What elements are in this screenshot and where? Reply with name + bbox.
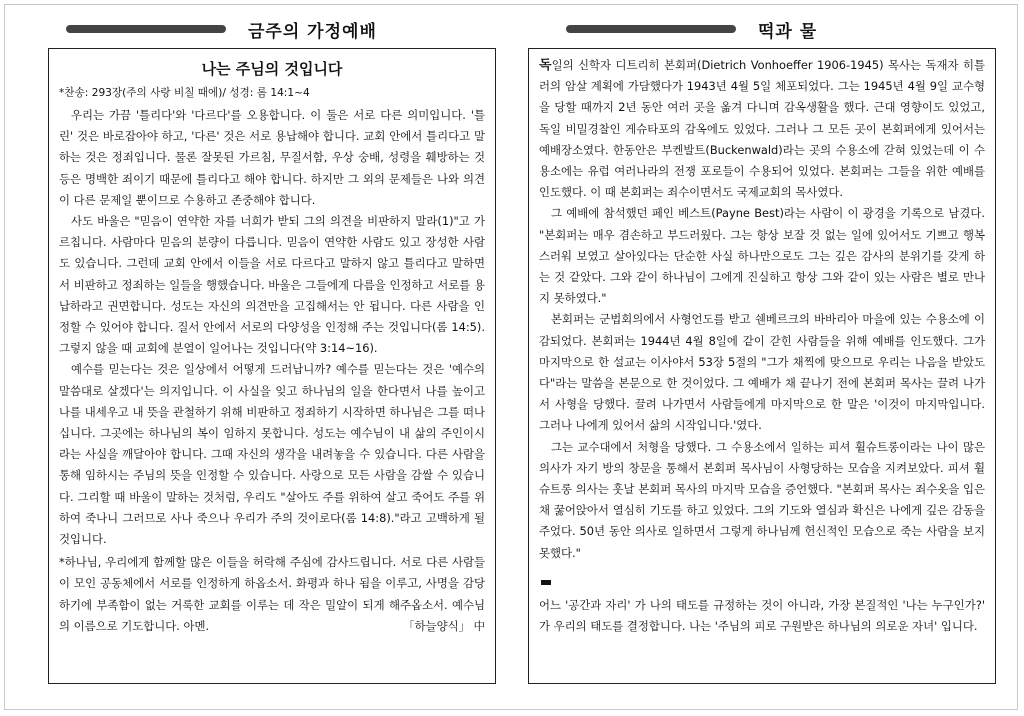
left-column-header bbox=[66, 14, 486, 44]
header-bar bbox=[66, 25, 226, 33]
hymn-scripture-line: *찬송: 293장(주의 사랑 비칠 때에)/ 성경: 롬 14:1~4 bbox=[59, 87, 310, 99]
prayer-paragraph bbox=[59, 552, 485, 637]
section-separator bbox=[541, 580, 551, 585]
right-column-header bbox=[566, 14, 986, 44]
story-paragraph: 그는 교수대에서 처형을 당했다. 그 수용소에서 일하는 피셔 휠슈트롱이라는 나이 많은 의사가 자기 방의 창문을 통해서 본회퍼 목사님이 사형당하는 모습을 지켜보았다. 피셔 휠슈트롱 의사는 훗날 본회퍼 목사의 마지막 모습을 증언했다. "본회퍼 목사는 죄수옷을 입은 채 꿇어앉아서 열심히 기도를 하고 있었다. 그의 기도와 열심과 확신은 나에게 깊은 감동을 주었다. 50년 동안 의사로 일하면서 그렇게 하나님께 헌신적인 모습으로 죽는 사람을 보지 못했다." bbox=[539, 439, 985, 560]
sermon-title: 나는 주님의 것입니다 bbox=[201, 60, 343, 78]
story-text: 일의 신학자 디트리히 본회퍼(Dietrich Vonhoeffer 1906-1945) 목사는 독재자 히틀러의 암살 계획에 가담했다가 1943년 4월 5일 체포되었다. 그는 1945년 4월 9일 교수형을 당할 때까지 2년 동안 여러 곳을 옮겨 다니며 감옥생활을 했다. 근대 영향이도 있었고, 독일 비밀경찰인 게슈타포의 감옥에도 있었다. 그러나 그 모든 곳이 본회퍼에게 있어서는 예배장소였다. 한동안은 부켄발트(Buckenwald)라는 곳의 수용소에 갇혀 있었는데 이 수용소에는 유럽 여러나라의 전쟁 포로들이 수용되어 있었다. 본회퍼는 그들을 위한 예배를 인도했다. 이 때 본회퍼는 죄수이면서도 국제교회의 목사였다. bbox=[539, 58, 985, 200]
drop-cap: 독 bbox=[539, 58, 552, 73]
sermon-paragraph: 우리는 가끔 '틀리다'와 '다르다'를 오용합니다. 이 둘은 서로 다른 의미입니다. '틀린' 것은 바로잡아야 하고, '다른' 것은 서로 용납해야 합니다. 교회 안에서 틀리다고 말하는 것은 정죄입니다. 물론 잘못된 가르침, 무질서함, 우상 숭배, 성령을 훼방하는 것 등은 명백한 죄이기 때문에 틀리다고 해야 합니다. 하지만 그 외의 문제들은 나와 의견이 다른 문제일 뿐이므로 수용하고 존중해야 합니다. bbox=[59, 108, 485, 207]
right-header-title: 떡과 물 bbox=[758, 21, 818, 42]
story-paragraph bbox=[539, 55, 985, 203]
header-bar bbox=[566, 25, 736, 33]
sermon-paragraph: 사도 바울은 "믿음이 연약한 자를 너희가 받되 그의 의견을 비판하지 말라(1)"고 가르칩니다. 사람마다 믿음의 분량이 다릅니다. 믿음이 연약한 사람도 있고 장성한 사람도 있습니다. 그런데 교회 안에서 이들을 서로 다르다고 말하지 않고 틀리다고 말하면서 비판하고 정죄하는 일들을 행했습니다. 바울은 그들에게 다름을 인정하고 서로를 용납하라고 권면합니다. 성도는 자신의 의견만을 고집해서는 안 됩니다. 다른 사람을 인정할 수 있어야 합니다. 질서 안에서 서로의 다양성을 인정해 주는 것입니다(롬 14:5). 그렇지 않을 때 교회에 분열이 일어나는 것입니다(약 3:14~16). bbox=[59, 214, 485, 356]
story-paragraph: 본회퍼는 군법회의에서 사형언도를 받고 쉔베르크의 바바리아 마을에 있는 수용소에 이감되었다. 본회퍼는 1944년 4월 8일에 같이 갇힌 사람들을 위해 예배를 인도했다. 그가 마지막으로 한 설교는 이사야서 53장 5절의 "그가 채찍에 맞으므로 우리는 나음을 받았도다"라는 말씀을 본문으로 한 것이었다. 그 예배가 채 끝나기 전에 본회퍼 목사는 끌려 나가서 사형을 당했다. 끌려 나가면서 사람들에게 마지막으로 한 말은 '이것이 마지막입니다. 그러나 나에게 있어서 삶의 시작입니다.'였다. bbox=[539, 312, 985, 433]
closing-paragraph: 어느 '공간과 자리' 가 나의 태도를 규정하는 것이 아니라, 가장 본질적인 '나는 누구인가?' 가 우리의 태도를 결정합니다. 나는 '주님의 피로 구원받은 하나님의 의로운 자녀' 입니다. bbox=[539, 597, 985, 634]
source-credit: 「하늘양식」 中 bbox=[403, 618, 485, 633]
family-worship-box bbox=[48, 48, 496, 684]
closing-block bbox=[539, 595, 985, 637]
story-paragraph: 그 예배에 참석했던 페인 베스트(Payne Best)라는 사람이 이 광경을 기록으로 남겼다. "본회퍼는 매우 겸손하고 부드러웠다. 그는 항상 보잘 것 없는 일에 있어서도 기쁘고 행복스러워 보였고 살아있다는 단순한 사실 하나만으로도 그는 깊은 감사의 분위기를 갖게 하는 것 같았다. 그와 같이 하나님이 그에게 진실하고 항상 그와 같이 있는 사람은 별로 만나지 못하였다." bbox=[539, 206, 985, 306]
prayer-text: *하나님, 우리에게 함께할 많은 이들을 허락해 주심에 감사드립니다. 서로 다른 사람들이 모인 공동체에서 서로를 인정하게 하옵소서. 화평과 하나 됨을 이루고, 사명을 감당하기에 부족함이 없는 거룩한 교회를 이루는 데 작은 밀알이 되게 해주옵소서. 예수님의 이름으로 기도합니다. 아멘. bbox=[59, 555, 485, 633]
bread-and-water-box bbox=[528, 48, 996, 684]
sermon-paragraph: 예수를 믿는다는 것은 일상에서 어떻게 드러납니까? 예수를 믿는다는 것은 '예수의 말씀대로 살겠다'는 의지입니다. 이 사실을 잊고 하나님의 일을 한다면서 나를 높이고 나를 내세우고 내 뜻을 관철하기 위해 비판하고 정죄하기 시작하면 하나님은 그를 떠나십니다. 그곳에는 하나님의 복이 임하지 못합니다. 성도는 예수님이 내 삶의 주인이시라는 사실을 깨달아야 합니다. 그때 자신의 생각을 내려놓을 수 있습니다. 다른 사람을 통해 임하시는 주님의 뜻을 인정할 수 있습니다. 사랑으로 모든 사람을 감쌀 수 있습니다. 그리할 때 바울이 말하는 것처럼, 우리도 "살아도 주를 위하여 살고 죽어도 주를 위하여 죽나니 그러므로 사나 죽으나 우리가 주의 것이로다(롬 14:8)."라고 고백하게 될 것입니다. bbox=[59, 362, 485, 547]
left-header-title: 금주의 가정예배 bbox=[248, 21, 377, 42]
